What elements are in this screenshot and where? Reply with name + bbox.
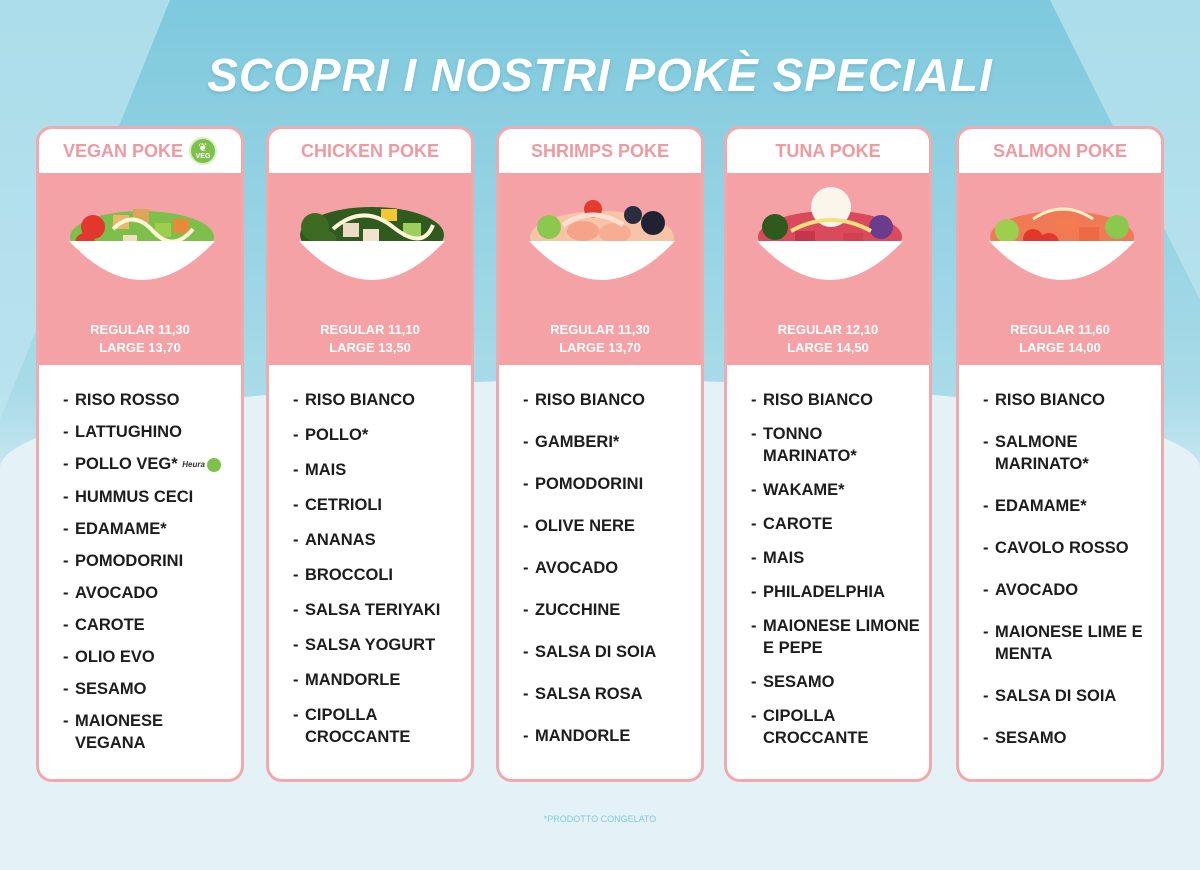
page-title: SCOPRI I NOSTRI POKÈ SPECIALI (207, 49, 993, 101)
price-regular: REGULAR 12,10 (777, 322, 879, 337)
list-item: - GAMBERI* (523, 431, 683, 453)
list-item: - RISO BIANCO (983, 389, 1143, 411)
price-large: LARGE 13,50 (329, 340, 411, 355)
price-regular: REGULAR 11,10 (320, 322, 420, 337)
list-item: - SESAMO (63, 678, 223, 700)
card-header (269, 129, 471, 173)
list-item: - RISO BIANCO (751, 389, 911, 411)
list-item: - POLLO VEG* Heura (63, 453, 223, 476)
list-item: - MANDORLE (293, 669, 453, 691)
price-regular: REGULAR 11,30 (90, 322, 190, 337)
list-item: - SESAMO (751, 671, 911, 693)
list-item: - OLIVE NERE (523, 515, 683, 537)
price-large: LARGE 14,00 (1019, 340, 1101, 355)
card-shrimps-poke (496, 126, 704, 782)
card-header (727, 129, 929, 173)
list-item: - SALSA YOGURT (293, 634, 453, 656)
chicken-bowl-image (293, 179, 451, 307)
list-item: - HUMMUS CECI (63, 486, 223, 508)
list-item: - EDAMAME* (983, 495, 1143, 517)
card-salmon-poke (956, 126, 1164, 782)
list-item: - AVOCADO (523, 557, 683, 579)
price-large: LARGE 13,70 (559, 340, 641, 355)
list-item: - RISO ROSSO (63, 389, 223, 411)
list-item: - PHILADELPHIA (751, 581, 911, 603)
list-item: - SALSA DI SOIA (983, 685, 1143, 707)
ingredient-list (959, 365, 1161, 749)
list-item: - AVOCADO (983, 579, 1143, 601)
list-item: - SALMONE MARINATO* (983, 431, 1113, 475)
list-item: - MANDORLE (523, 725, 683, 747)
list-item: - ANANAS (293, 529, 453, 551)
price-block (269, 321, 471, 357)
list-item: - SALSA DI SOIA (523, 641, 683, 663)
salmon-bowl-image (983, 179, 1141, 307)
card-image-area (959, 173, 1161, 365)
card-tuna-poke (724, 126, 932, 782)
list-item: - CETRIOLI (293, 494, 453, 516)
card-image-area (269, 173, 471, 365)
list-item: - CAROTE (63, 614, 223, 636)
list-item: - MAIONESE LIMONE E PEPE (751, 615, 921, 659)
list-item: - ZUCCHINE (523, 599, 683, 621)
tuna-bowl-image (751, 179, 909, 307)
vegan-bowl-image (63, 179, 221, 307)
card-chicken-poke (266, 126, 474, 782)
list-item: - LATTUGHINO (63, 421, 223, 443)
list-item: - SALSA ROSA (523, 683, 683, 705)
price-block (727, 321, 929, 357)
card-title: CHICKEN POKE (300, 140, 439, 161)
card-vegan-poke (36, 126, 244, 782)
price-regular: REGULAR 11,30 (550, 322, 650, 337)
ingredient-list (727, 365, 929, 749)
list-item: - RISO BIANCO (523, 389, 683, 411)
list-item: - MAIS (751, 547, 911, 569)
card-title: SHRIMPS POKE (530, 140, 670, 161)
shrimps-bowl-image (523, 179, 681, 307)
card-title: TUNA POKE (775, 140, 881, 161)
ingredient-list (499, 365, 701, 747)
list-item: - SESAMO (983, 727, 1143, 749)
list-item: - MAIONESE LIME E MENTA (983, 621, 1143, 665)
price-block (959, 321, 1161, 357)
list-item: - POMODORINI (63, 550, 223, 572)
card-header (499, 129, 701, 173)
footnote: *PRODOTTO CONGELATO (543, 814, 657, 824)
card-image-area (39, 173, 241, 365)
list-item: - MAIS (293, 459, 453, 481)
price-large: LARGE 14,50 (787, 340, 869, 355)
price-block (499, 321, 701, 357)
list-item: - POLLO* (293, 424, 453, 446)
card-header (959, 129, 1161, 173)
list-item: - OLIO EVO (63, 646, 223, 668)
card-title: SALMON POKE (992, 140, 1127, 161)
list-item: - TONNO MARINATO* (751, 423, 881, 467)
list-item: - CAROTE (751, 513, 911, 535)
price-regular: REGULAR 11,60 (1010, 322, 1110, 337)
list-item: - MAIONESE VEGANA (63, 710, 193, 754)
card-image-area (727, 173, 929, 365)
list-item: - WAKAME* (751, 479, 911, 501)
list-item: - BROCCOLI (293, 564, 453, 586)
card-image-area (499, 173, 701, 365)
list-item: - CIPOLLA CROCCANTE (751, 705, 881, 749)
list-item: - RISO BIANCO (293, 389, 453, 411)
card-header (39, 129, 241, 173)
list-item: - AVOCADO (63, 582, 223, 604)
list-item: - CIPOLLA CROCCANTE (293, 704, 423, 748)
ingredient-list (39, 365, 241, 754)
price-block (39, 321, 241, 357)
list-item: - SALSA TERIYAKI (293, 599, 453, 621)
list-item: - CAVOLO ROSSO (983, 537, 1143, 559)
heura-logo: Heura (182, 454, 221, 476)
veg-badge-icon: ❦ VEG (189, 137, 217, 165)
ingredient-list (269, 365, 471, 748)
list-item: - EDAMAME* (63, 518, 223, 540)
price-large: LARGE 13,70 (99, 340, 181, 355)
card-title: VEGAN POKE (62, 140, 184, 161)
list-item: - POMODORINI (523, 473, 683, 495)
poke-cards (36, 126, 1164, 782)
